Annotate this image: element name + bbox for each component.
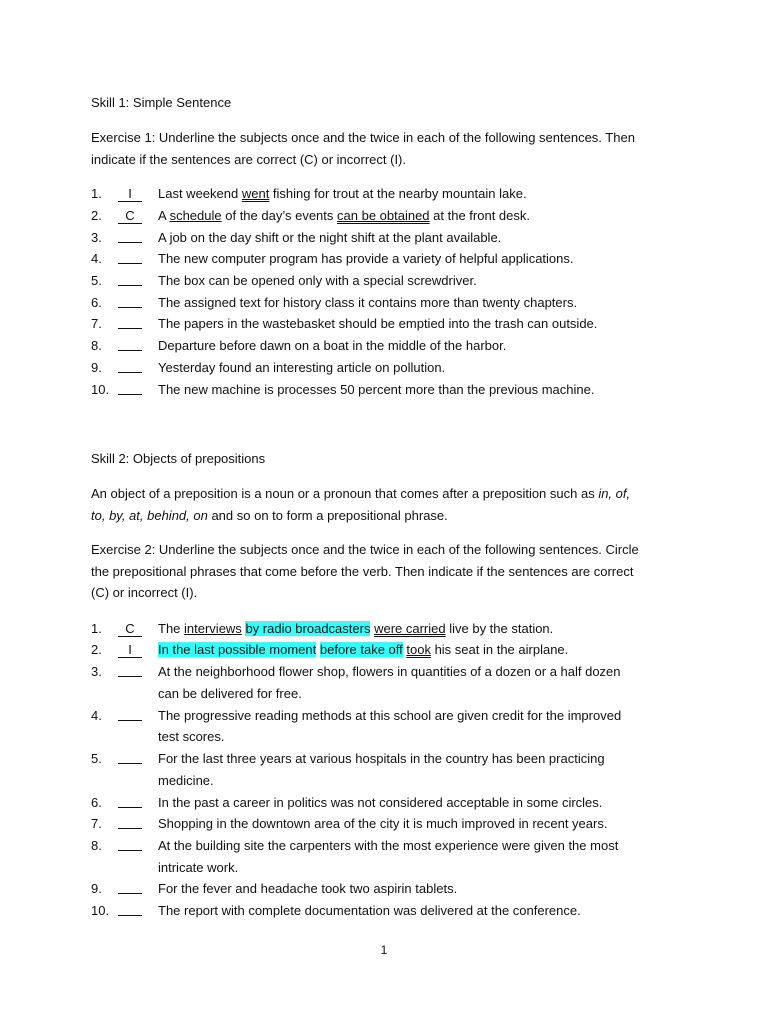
- exercise1-item: [0, 250, 768, 268]
- exercise1-item: [0, 272, 768, 290]
- verb-underline-double: can be obtained: [337, 208, 430, 223]
- exercise2-item-continuation: [0, 772, 768, 790]
- exercise2-item: [0, 815, 768, 833]
- sentence-text: The progressive reading methods at this school are given credit for the improved: [158, 708, 622, 723]
- answer-blank: [118, 620, 142, 638]
- exercise2-item-continuation: [0, 728, 768, 746]
- answer-blank[interactable]: [118, 794, 142, 813]
- skill2-intro-line2: to, by, at, behind, on and so on to form a prepositional phrase.: [91, 508, 448, 523]
- sentence-text: Departure before dawn on a boat in the middle of the harbor.: [158, 338, 507, 353]
- item-number: 7.: [91, 816, 102, 831]
- exercise2-instructions-line1: Exercise 2: Underline the subjects once and the twice in each of the following sentences. Circle: [91, 542, 639, 557]
- sentence-text: The report with complete documentation was delivered at the conference.: [158, 903, 581, 918]
- answer-blank[interactable]: [118, 250, 142, 269]
- exercise2-item-continuation: [0, 859, 768, 877]
- skill2-title: Skill 2: Objects of prepositions: [91, 451, 266, 466]
- exercise2-item: [0, 641, 768, 659]
- item-number: 6.: [91, 795, 102, 810]
- answer-value: C: [118, 208, 142, 224]
- exercise1-instructions-line2: indicate if the sentences are correct (C) or incorrect (I).: [91, 152, 407, 167]
- sentence-text: For the fever and headache took two aspirin tablets.: [158, 881, 458, 896]
- sentence-text: The new machine is processes 50 percent more than the previous machine.: [158, 382, 595, 397]
- item-number: 1.: [91, 186, 102, 201]
- item-number: 3.: [91, 664, 102, 679]
- exercise1-item: [0, 229, 768, 247]
- item-number: 10.: [91, 903, 110, 918]
- prepositional-phrase-highlight: by radio broadcasters: [245, 621, 371, 636]
- sentence-text: test scores.: [158, 729, 225, 744]
- item-number: 5.: [91, 751, 102, 766]
- exercise1-item: [0, 315, 768, 333]
- exercise1-item: [0, 337, 768, 355]
- answer-value: C: [118, 621, 142, 637]
- skill1-title: Skill 1: Simple Sentence: [91, 95, 232, 110]
- answer-blank[interactable]: [118, 815, 142, 834]
- sentence-text: At the building site the carpenters with the most experience were given the most: [158, 838, 619, 853]
- sentence-text: The assigned text for history class it contains more than twenty chapters.: [158, 295, 578, 310]
- sentence-text: The interviews by radio broadcasters were carried live by the station.: [158, 621, 554, 636]
- skill2-intro-line1: An object of a preposition is a noun or a pronoun that comes after a preposition such as in, of,: [91, 486, 631, 501]
- exercise2-instructions-line2: the prepositional phrases that come before the verb. Then indicate if the sentences are correct: [91, 564, 634, 579]
- exercise2-item: [0, 663, 768, 681]
- item-number: 2.: [91, 642, 102, 657]
- exercise2-item: [0, 794, 768, 812]
- answer-blank[interactable]: [118, 337, 142, 356]
- answer-blank[interactable]: [118, 902, 142, 921]
- item-number: 7.: [91, 316, 102, 331]
- exercise1-item: [0, 185, 768, 203]
- item-number: 5.: [91, 273, 102, 288]
- sentence-text: For the last three years at various hospitals in the country has been practicing: [158, 751, 605, 766]
- answer-blank[interactable]: [118, 707, 142, 726]
- answer-blank[interactable]: [118, 880, 142, 899]
- subject-underline: schedule: [169, 208, 222, 223]
- item-number: 2.: [91, 208, 102, 223]
- sentence-text: The box can be opened only with a special screwdriver.: [158, 273, 477, 288]
- answer-blank[interactable]: [118, 294, 142, 313]
- sentence-text: Last weekend went fishing for trout at the nearby mountain lake.: [158, 186, 527, 201]
- page-number: 1: [380, 943, 388, 957]
- answer-blank[interactable]: [118, 272, 142, 291]
- exercise2-item: [0, 837, 768, 855]
- exercise1-item: [0, 359, 768, 377]
- item-number: 3.: [91, 230, 102, 245]
- answer-blank[interactable]: [118, 229, 142, 248]
- item-number: 8.: [91, 338, 102, 353]
- answer-blank[interactable]: [118, 663, 142, 682]
- verb-underline-double: went: [241, 186, 270, 201]
- sentence-text: Shopping in the downtown area of the city it is much improved in recent years.: [158, 816, 608, 831]
- exercise2-item: [0, 707, 768, 725]
- sentence-text: At the neighborhood flower shop, flowers in quantities of a dozen or a half dozen: [158, 664, 621, 679]
- sentence-text: In the past a career in politics was not considered acceptable in some circles.: [158, 795, 603, 810]
- exercise2-item: [0, 620, 768, 638]
- verb-underline-double: took: [406, 642, 431, 657]
- answer-blank[interactable]: [118, 315, 142, 334]
- item-number: 8.: [91, 838, 102, 853]
- exercise2-item-continuation: [0, 685, 768, 703]
- answer-blank[interactable]: [118, 750, 142, 769]
- sentence-text: Yesterday found an interesting article on pollution.: [158, 360, 446, 375]
- answer-blank[interactable]: [118, 381, 142, 400]
- answer-blank: [118, 185, 142, 203]
- answer-blank: [118, 641, 142, 659]
- sentence-text: In the last possible moment before take off took his seat in the airplane.: [158, 642, 569, 657]
- item-number: 4.: [91, 708, 102, 723]
- exercise1-item: [0, 207, 768, 225]
- sentence-text: can be delivered for free.: [158, 686, 302, 701]
- exercise2-item: [0, 880, 768, 898]
- exercise2-instructions-line3: (C) or incorrect (I).: [91, 585, 198, 600]
- prepositional-phrase-highlight: In the last possible moment: [158, 642, 317, 657]
- item-number: 10.: [91, 382, 110, 397]
- sentence-text: intricate work.: [158, 860, 239, 875]
- item-number: 9.: [91, 360, 102, 375]
- sentence-text: A schedule of the day’s events can be obtained at the front desk.: [158, 208, 530, 223]
- answer-blank[interactable]: [118, 837, 142, 856]
- item-number: 6.: [91, 295, 102, 310]
- exercise1-item: [0, 294, 768, 312]
- item-number: 4.: [91, 251, 102, 266]
- exercise2-item: [0, 902, 768, 920]
- answer-blank: [118, 207, 142, 225]
- sentence-text: A job on the day shift or the night shift at the plant available.: [158, 230, 502, 245]
- prepositional-phrase-highlight: before take off: [319, 642, 403, 657]
- sentence-text: The papers in the wastebasket should be emptied into the trash can outside.: [158, 316, 598, 331]
- subject-underline: interviews: [184, 621, 242, 636]
- exercise2-item: [0, 750, 768, 768]
- exercise1-item: [0, 381, 768, 399]
- verb-underline-double: were carried: [374, 621, 446, 636]
- sentence-text: medicine.: [158, 773, 214, 788]
- answer-blank[interactable]: [118, 359, 142, 378]
- sentence-text: The new computer program has provide a variety of helpful applications.: [158, 251, 574, 266]
- item-number: 1.: [91, 621, 102, 636]
- answer-value: I: [118, 186, 142, 202]
- exercise1-instructions-line1: Exercise 1: Underline the subjects once and the twice in each of the following sentences. Then: [91, 130, 635, 145]
- item-number: 9.: [91, 881, 102, 896]
- answer-value: I: [118, 642, 142, 658]
